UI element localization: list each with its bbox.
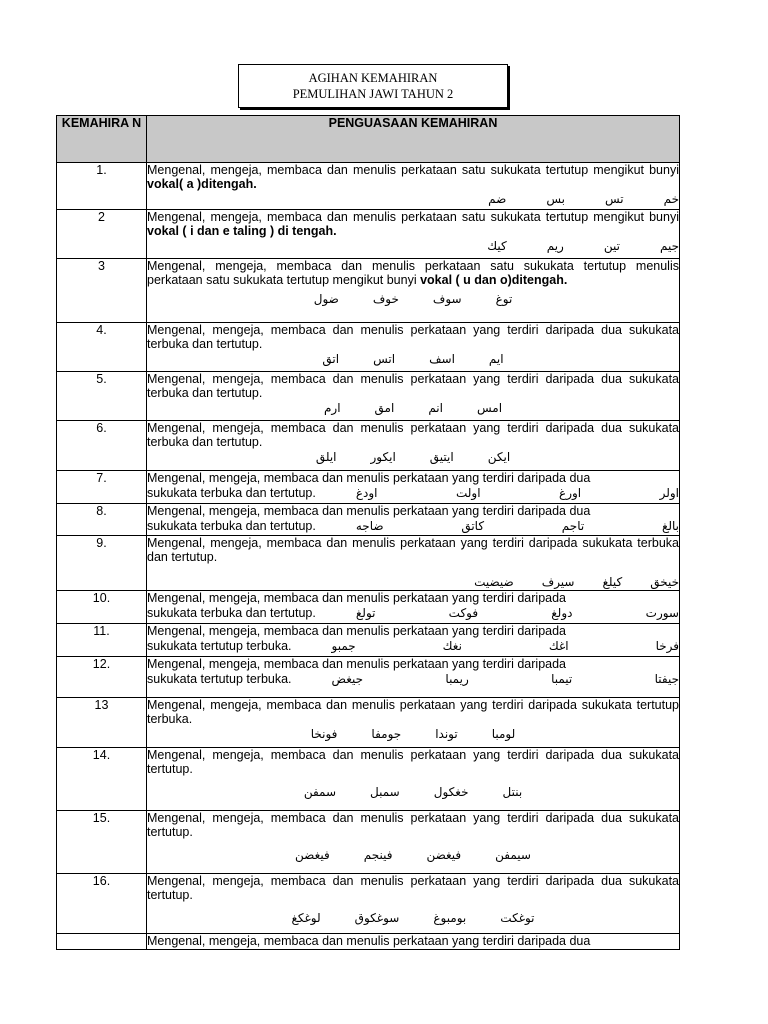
jawi-word: جيفتا xyxy=(654,672,679,686)
description-text xyxy=(147,163,679,191)
jawi-word: سمبل xyxy=(370,785,400,799)
skill-description xyxy=(147,811,680,874)
description-text-line2: sukukata tertutup terbuka. xyxy=(147,672,292,686)
skill-number: 9. xyxy=(57,536,147,591)
description-plain: Mengenal, mengeja, membaca dan menulis perkataan yang terdiri daripada dua xyxy=(147,934,591,948)
description-text: Mengenal, mengeja, membaca dan menulis perkataan yang terdiri daripada xyxy=(147,624,567,638)
jawi-word: اتق xyxy=(322,352,340,366)
skill-number: 7. xyxy=(57,471,147,504)
jawi-word: جيغض xyxy=(331,672,364,686)
jawi-word: اولر xyxy=(659,486,679,500)
skill-description xyxy=(147,421,680,471)
skill-description xyxy=(147,471,680,504)
jawi-word: دولغ xyxy=(551,606,573,620)
table-row xyxy=(57,163,680,210)
jawi-word: فرخا xyxy=(655,639,679,653)
jawi-word: اغك xyxy=(548,639,569,653)
description-text xyxy=(147,536,679,564)
description-text: Mengenal, mengeja, membaca dan menulis perkataan yang terdiri daripada dua xyxy=(147,504,591,518)
skill-number: 10. xyxy=(57,591,147,624)
description-bold: vokal ( i dan e taling ) di tengah. xyxy=(147,224,337,238)
jawi-word: اتس xyxy=(373,352,396,366)
table-row xyxy=(57,421,680,471)
jawi-words xyxy=(356,605,679,621)
jawi-word: سمفن xyxy=(303,785,337,799)
jawi-word: ارم xyxy=(323,401,341,415)
jawi-word: بس xyxy=(546,192,565,206)
jawi-word: سيرف xyxy=(541,575,575,589)
document-title-line1: AGIHAN KEMAHIRAN xyxy=(308,71,438,85)
jawi-words xyxy=(147,847,679,863)
jawi-words xyxy=(147,238,679,254)
jawi-word: سوغكوق xyxy=(354,911,400,925)
header-penguasaan: PENGUASAAN KEMAHIRAN xyxy=(147,116,680,163)
description-plain: Mengenal, mengeja, membaca dan menulis perkataan yang terdiri daripada dua sukukata tertutup. xyxy=(147,874,679,902)
jawi-word: فونخا xyxy=(310,727,338,741)
jawi-words xyxy=(332,638,679,654)
jawi-word: تولغ xyxy=(355,606,376,620)
description-bold: vokal ( u dan o)ditengah. xyxy=(420,273,568,287)
jawi-word: توندا xyxy=(435,727,458,741)
description-text: Mengenal, mengeja, membaca dan menulis perkataan yang terdiri daripada dua xyxy=(147,471,591,485)
table-row xyxy=(57,874,680,934)
jawi-word: تيمبا xyxy=(551,672,573,686)
skill-number: 8. xyxy=(57,504,147,536)
jawi-word: ريم xyxy=(546,239,564,253)
description-text-line2: sukukata terbuka dan tertutup. xyxy=(147,606,316,620)
jawi-word: اولت xyxy=(455,486,481,500)
skill-number: 13 xyxy=(57,698,147,748)
jawi-word: بالغ xyxy=(661,519,679,533)
jawi-words xyxy=(147,191,679,207)
description-plain: Mengenal, mengeja, membaca dan menulis perkataan yang terdiri daripada sukukata tertutup terbuka. xyxy=(147,698,679,726)
table-row xyxy=(57,372,680,421)
skill-description xyxy=(147,372,680,421)
description-plain: Mengenal, mengeja, membaca dan menulis perkataan yang terdiri daripada dua sukukata tertutup. xyxy=(147,748,679,776)
jawi-word: خم xyxy=(663,192,679,206)
description-text xyxy=(147,372,679,400)
jawi-words xyxy=(147,449,679,465)
description-text: Mengenal, mengeja, membaca dan menulis perkataan yang terdiri daripada xyxy=(147,591,567,605)
table-row xyxy=(57,259,680,323)
description-text xyxy=(147,698,679,726)
header-kemahiran: KEMAHIRA N xyxy=(57,116,147,163)
description-plain: Mengenal, mengeja, membaca dan menulis perkataan satu sukukata tertutup menulis perkataan satu sukukata tertutup mengikut bunyi xyxy=(147,259,679,287)
jawi-word: جيم xyxy=(659,239,679,253)
skill-description xyxy=(147,259,680,323)
skill-number: 11. xyxy=(57,624,147,657)
jawi-word: اودغ xyxy=(355,486,378,500)
skill-description xyxy=(147,748,680,811)
skill-description xyxy=(147,657,680,698)
jawi-word: بومبوغ xyxy=(433,911,467,925)
jawi-word: كيلغ xyxy=(602,575,623,589)
table-row xyxy=(57,210,680,259)
description-plain: Mengenal, mengeja, membaca dan menulis perkataan satu sukukata tertutup mengikut bunyi xyxy=(147,210,679,224)
table-header-row xyxy=(57,116,680,163)
table-row xyxy=(57,698,680,748)
jawi-words xyxy=(147,351,679,367)
skill-description xyxy=(147,874,680,934)
description-text xyxy=(147,323,679,351)
description-text xyxy=(147,874,679,902)
jawi-word: سيمفن xyxy=(495,848,531,862)
skill-number: 1. xyxy=(57,163,147,210)
table-row xyxy=(57,536,680,591)
skill-description xyxy=(147,624,680,657)
table-row xyxy=(57,811,680,874)
jawi-word: تاجم xyxy=(561,519,585,533)
jawi-word: ضم xyxy=(488,192,507,206)
jawi-words xyxy=(147,910,679,926)
jawi-word: فوكت xyxy=(448,606,479,620)
skill-description xyxy=(147,698,680,748)
jawi-word: كاتق xyxy=(461,519,485,533)
jawi-word: اورغ xyxy=(559,486,582,500)
description-plain: Mengenal, mengeja, membaca dan menulis perkataan yang terdiri daripada dua sukukata terbuka dan tertutup. xyxy=(147,421,679,449)
jawi-word: نغك xyxy=(442,639,462,653)
jawi-word: توغكت xyxy=(500,911,535,925)
skill-number: 2 xyxy=(57,210,147,259)
description-text: Mengenal, mengeja, membaca dan menulis perkataan yang terdiri daripada xyxy=(147,657,567,671)
skill-description xyxy=(147,163,680,210)
jawi-word: سوف xyxy=(432,292,462,306)
jawi-word: ريمبا xyxy=(445,672,469,686)
jawi-word: امس xyxy=(476,401,503,415)
skill-number: 3 xyxy=(57,259,147,323)
skill-number: 6. xyxy=(57,421,147,471)
table-row xyxy=(57,323,680,372)
jawi-word: توغ xyxy=(495,292,513,306)
description-plain: Mengenal, mengeja, membaca dan menulis perkataan yang terdiri daripada dua sukukata terbuka dan tertutup. xyxy=(147,323,679,351)
jawi-words xyxy=(356,518,679,534)
jawi-word: بنتل xyxy=(502,785,523,799)
jawi-word: تس xyxy=(604,192,624,206)
skill-number xyxy=(57,934,147,950)
table-row xyxy=(57,657,680,698)
jawi-word: خوف xyxy=(372,292,399,306)
skill-number: 5. xyxy=(57,372,147,421)
jawi-words xyxy=(147,400,679,416)
jawi-word: سورت xyxy=(645,606,679,620)
description-text xyxy=(147,210,679,238)
table-row xyxy=(57,504,680,536)
skill-number: 15. xyxy=(57,811,147,874)
skill-description xyxy=(147,210,680,259)
table-row xyxy=(57,624,680,657)
document-title-box xyxy=(238,64,508,108)
jawi-word: جمبو xyxy=(331,639,356,653)
jawi-word: ضيضيت xyxy=(474,575,514,589)
jawi-word: امق xyxy=(374,401,395,415)
jawi-word: فيغضن xyxy=(295,848,330,862)
skill-description xyxy=(147,504,680,536)
skill-description xyxy=(147,934,680,950)
jawi-word: كيك xyxy=(487,239,507,253)
jawi-words xyxy=(147,784,679,800)
table-row xyxy=(57,748,680,811)
jawi-words xyxy=(147,574,679,590)
jawi-word: ايلق xyxy=(315,450,337,464)
description-text-line2: sukukata tertutup terbuka. xyxy=(147,639,292,653)
jawi-word: ايكن xyxy=(487,450,511,464)
description-plain: Mengenal, mengeja, membaca dan menulis perkataan yang terdiri daripada dua sukukata terbuka dan tertutup. xyxy=(147,372,679,400)
description-bold: vokal( a )ditengah. xyxy=(147,177,257,191)
skill-number: 14. xyxy=(57,748,147,811)
description-text xyxy=(147,811,679,839)
description-text xyxy=(147,748,679,776)
description-text-line2: sukukata terbuka dan tertutup. xyxy=(147,486,316,500)
jawi-words xyxy=(147,291,679,307)
description-plain: Mengenal, mengeja, membaca dan menulis perkataan yang terdiri daripada dua sukukata tertutup. xyxy=(147,811,679,839)
description-text-line2: sukukata terbuka dan tertutup. xyxy=(147,519,316,533)
description-text xyxy=(147,259,679,287)
skill-number: 12. xyxy=(57,657,147,698)
jawi-words xyxy=(332,671,679,687)
jawi-word: خغكول xyxy=(433,785,469,799)
description-plain: Mengenal, mengeja, membaca dan menulis perkataan yang terdiri daripada sukukata terbuka dan tertutup. xyxy=(147,536,679,564)
jawi-word: ايتيق xyxy=(429,450,454,464)
jawi-word: جومفا xyxy=(371,727,402,741)
jawi-words xyxy=(356,485,679,501)
jawi-word: لوغكغ xyxy=(291,911,321,925)
table-row xyxy=(57,471,680,504)
jawi-word: فيغضن xyxy=(426,848,462,862)
jawi-word: فينجم xyxy=(363,848,393,862)
skills-table xyxy=(56,115,680,950)
jawi-word: ضاجه xyxy=(355,519,384,533)
skill-description xyxy=(147,323,680,372)
jawi-word: اسف xyxy=(429,352,455,366)
description-text xyxy=(147,421,679,449)
table-row xyxy=(57,591,680,624)
jawi-word: تين xyxy=(603,239,620,253)
jawi-word: لومبا xyxy=(491,727,516,741)
skill-number: 4. xyxy=(57,323,147,372)
table-row xyxy=(57,934,680,950)
skill-number: 16. xyxy=(57,874,147,934)
jawi-word: ايم xyxy=(488,352,504,366)
jawi-words xyxy=(147,726,679,742)
document-title-line2: PEMULIHAN JAWI TAHUN 2 xyxy=(292,87,454,101)
jawi-word: ايكور xyxy=(370,450,396,464)
skill-description xyxy=(147,591,680,624)
jawi-word: انم xyxy=(428,401,443,415)
jawi-word: خيخق xyxy=(650,575,679,589)
skill-description xyxy=(147,536,680,591)
description-plain: Mengenal, mengeja, membaca dan menulis perkataan satu sukukata tertutup mengikut bunyi xyxy=(147,163,679,177)
description-text xyxy=(147,934,679,948)
jawi-word: ضول xyxy=(313,292,339,306)
